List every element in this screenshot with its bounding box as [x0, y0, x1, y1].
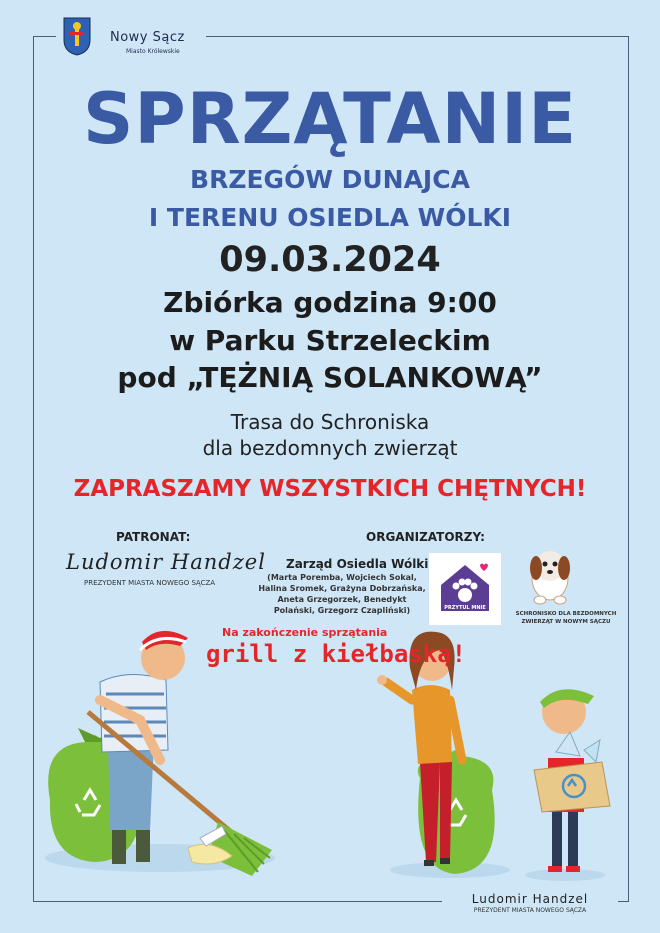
invitation: ZAPRASZAMY WSZYSTKICH CHĘTNYCH!	[73, 476, 587, 502]
subtitle-line-2: I TERENU OSIEDLA WÓLKI	[148, 203, 512, 232]
footer-signature: Ludomir Handzel	[442, 892, 618, 906]
route-line-2: dla bezdomnych zwierząt	[202, 436, 458, 460]
meeting-line-2: w Parku Strzeleckim	[169, 324, 491, 357]
patron-title: PREZYDENT MIASTA NOWEGO SĄCZA	[84, 579, 216, 587]
grill-headline: grill z kiełbaską!	[206, 640, 467, 668]
organizer-name: Zarząd Osiedla Wólki	[286, 557, 429, 571]
meeting-line-3: pod „TĘŻNIĄ SOLANKOWĄ”	[117, 361, 543, 394]
przytul-mnie-text: PRZYTUL MNIE	[444, 605, 486, 611]
shelter-caption: SCHRONISKO DLA BEZDOMNYCH ZWIERZĄT W NOWYM SĄCZU	[515, 611, 617, 625]
child-with-box	[534, 689, 610, 872]
dog-icon	[530, 551, 570, 604]
organizers-label: ORGANIZATORZY:	[366, 530, 485, 544]
organizer-members: (Marta Poremba, Wojciech Sokal, Halina Sromek, Grażyna Dobrzańska, Aneta Grzegorzek, Benedykt Polański, Grzegorz Czapliński)	[258, 573, 426, 615]
patron-signature: Ludomir Handzel	[66, 550, 266, 574]
event-date: 09.03.2024	[219, 240, 441, 280]
grill-note: Na zakończenie sprzątania	[222, 626, 388, 639]
logo-subtitle: Miasto Królewskie	[126, 48, 180, 55]
patronat-label: PATRONAT:	[116, 530, 191, 544]
subtitle-line-1: BRZEGÓW DUNAJCA	[190, 165, 470, 194]
logo-name: Nowy Sącz	[110, 30, 185, 45]
route-line-1: Trasa do Schroniska	[230, 410, 430, 434]
meeting-line-1: Zbiórka godzina 9:00	[163, 286, 497, 319]
footer-title: PREZYDENT MIASTA NOWEGO SĄCZA	[473, 907, 587, 914]
poster-title: SPRZĄTANIE	[82, 78, 578, 160]
